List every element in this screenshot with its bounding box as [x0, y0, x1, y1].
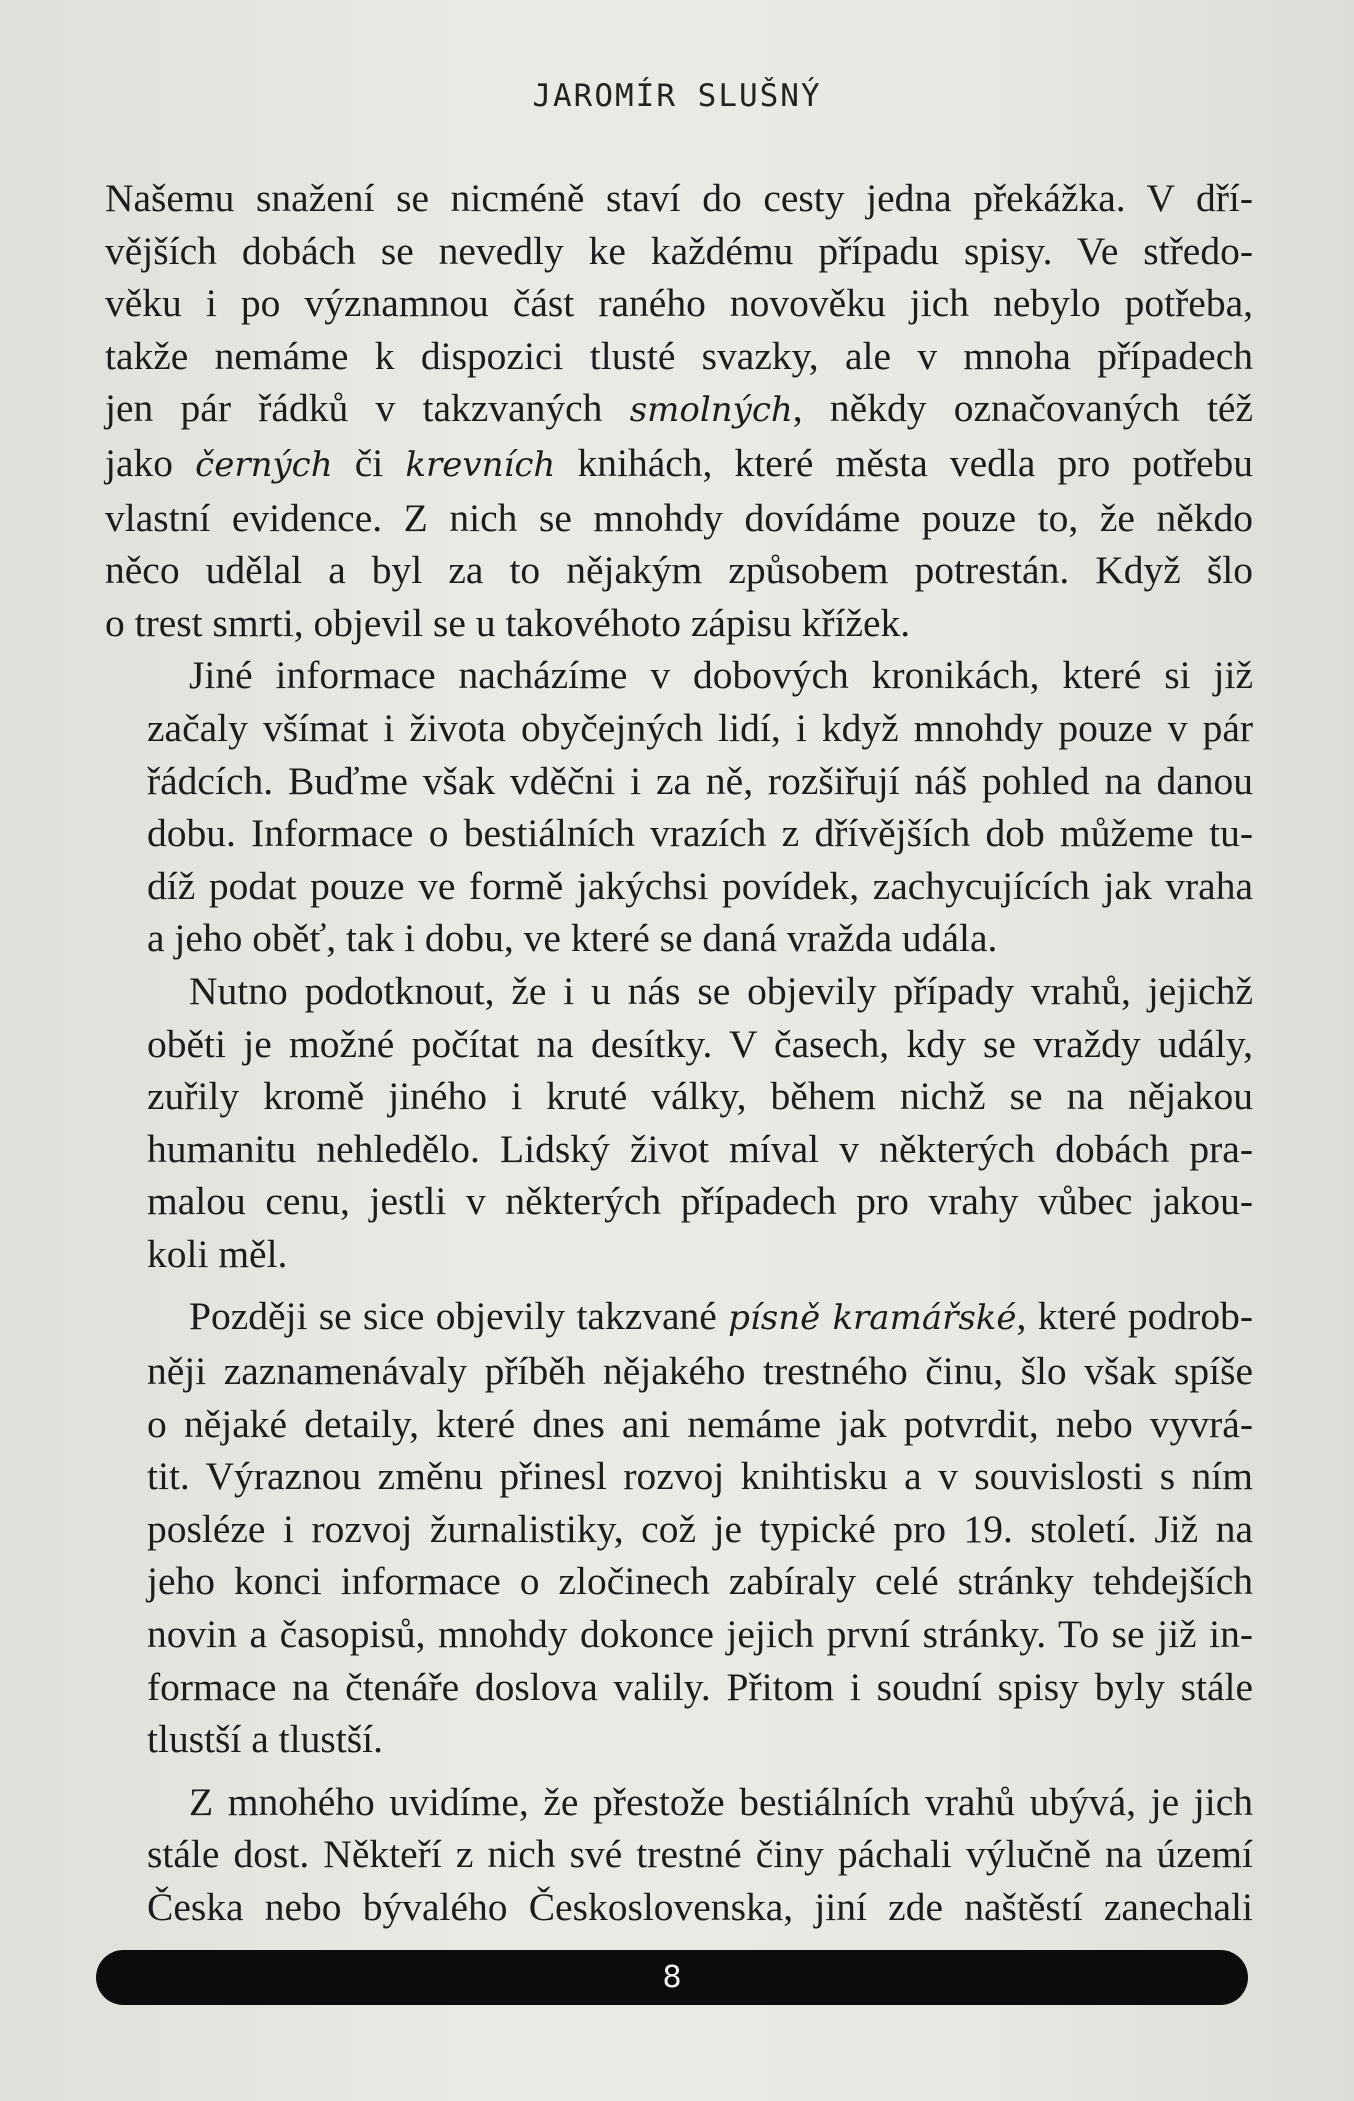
text-line: novin a časopisů, mnohdy dokonce jejich první stránky. To se již in- — [147, 1612, 1253, 1657]
text-line: Jiné informace nacházíme v dobových kronikách, které si již — [189, 653, 1253, 698]
text-line: tit. Výraznou změnu přinesl rozvoj knihtisku a v souvislosti s ním — [147, 1454, 1253, 1499]
running-header: JAROMÍR SLUŠNÝ — [532, 78, 822, 114]
text-line — [105, 437, 1253, 492]
text-line: koli měl. — [147, 1231, 288, 1276]
paragraph-4 — [105, 1290, 1253, 1765]
text-line: o nějaké detaily, které dnes ani nemáme jak potvrdit, nebo vyvrá- — [147, 1401, 1253, 1446]
text-line — [105, 382, 1253, 437]
text-line: o trest smrti, objevil se u takovéhoto zápisu křížek. — [105, 600, 911, 645]
footer-bar — [96, 1950, 1248, 2005]
paragraph-5 — [105, 1776, 1253, 1934]
text-line: Našemu snažení se nicméně staví do cesty jedna překážka. V dří- — [105, 176, 1253, 220]
text-line: něji zaznamenávaly příběh nějakého trestného činu, šlo však spíše — [147, 1349, 1253, 1394]
text-line: zuřily kromě jiného i kruté války, během nichž se na nějakou — [147, 1074, 1253, 1119]
text-line: dobu. Informace o bestiálních vrazích z dřívějších dob můžeme tu- — [147, 811, 1253, 856]
italic-term: písně kramářské — [728, 1298, 1017, 1339]
text-line: formace na čtenáře doslova valily. Přitom i soudní spisy byly stále — [147, 1664, 1253, 1709]
paragraph-2 — [105, 649, 1253, 965]
text-line: stále dost. Někteří z nich své trestné činy páchali výlučně na území — [147, 1832, 1253, 1877]
italic-term: krevních — [405, 444, 556, 485]
text-line: řádcích. Buďme však vděčni i za ně, rozšiřují náš pohled na danou — [147, 758, 1253, 803]
text-line: vějších dobách se nevedly ke každému případu spisy. Ve středo- — [105, 228, 1253, 273]
text-line: Česka nebo bývalého Československa, jiní zde naštěstí zanechali — [147, 1885, 1253, 1929]
text-line: díž podat pouze ve formě jakýchsi povídek, zachycujících jak vraha — [147, 863, 1253, 908]
text-line: posléze i rozvoj žurnalistiky, což je typické pro 19. století. Již na — [147, 1506, 1253, 1551]
text-run: Později se sice objevily takzvané — [189, 1294, 729, 1339]
page-number: 8 — [662, 1960, 682, 1995]
text-line: humanitu nehledělo. Lidský život míval v některých dobách pra- — [147, 1126, 1253, 1171]
text-line: a jeho oběť, tak i dobu, ve které se daná vražda udála. — [147, 916, 998, 961]
text-run: jako — [105, 440, 196, 485]
text-run: , někdy označovaných též — [792, 386, 1253, 431]
text-line: vlastní evidence. Z nich se mnohdy dovídáme pouze to, že někdo — [105, 495, 1253, 540]
text-line: oběti je možné počítat na desítky. V časech, kdy se vraždy udály, — [147, 1021, 1253, 1066]
text-run: či — [332, 440, 406, 485]
text-line: něco udělal a byl za to nějakým způsobem potrestán. Když šlo — [105, 548, 1253, 593]
text-run: jen pár řádků v takzvaných — [105, 386, 630, 431]
paragraph-1 — [105, 172, 1253, 649]
text-line: jeho konci informace o zločinech zabíraly celé stránky tehdejších — [147, 1559, 1253, 1604]
text-line: takže nemáme k dispozici tlusté svazky, ale v mnoha případech — [105, 333, 1253, 378]
text-line: Nutno podotknout, že i u nás se objevily případy vrahů, jejichž — [189, 968, 1253, 1013]
text-line: Z mnohého uvidíme, že přestože bestiálních vrahů ubývá, je jich — [189, 1779, 1253, 1824]
text-line: malou cenu, jestli v některých případech pro vrahy vůbec jakou- — [147, 1179, 1253, 1224]
italic-term: smolných — [629, 390, 793, 431]
text-run: , které podrob- — [1016, 1294, 1253, 1339]
text-line — [105, 1290, 1253, 1345]
text-line: tlustší a tlustší. — [147, 1717, 383, 1762]
text-run: knihách, které města vedla pro potřebu — [555, 440, 1254, 485]
paragraph-3 — [105, 965, 1253, 1281]
italic-term: černých — [195, 444, 333, 485]
text-line: věku i po významnou část raného novověku jich nebylo potřeba, — [105, 281, 1253, 326]
body-text — [105, 172, 1253, 1934]
text-line: začaly všímat i života obyčejných lidí, i když mnohdy pouze v pár — [147, 705, 1253, 750]
